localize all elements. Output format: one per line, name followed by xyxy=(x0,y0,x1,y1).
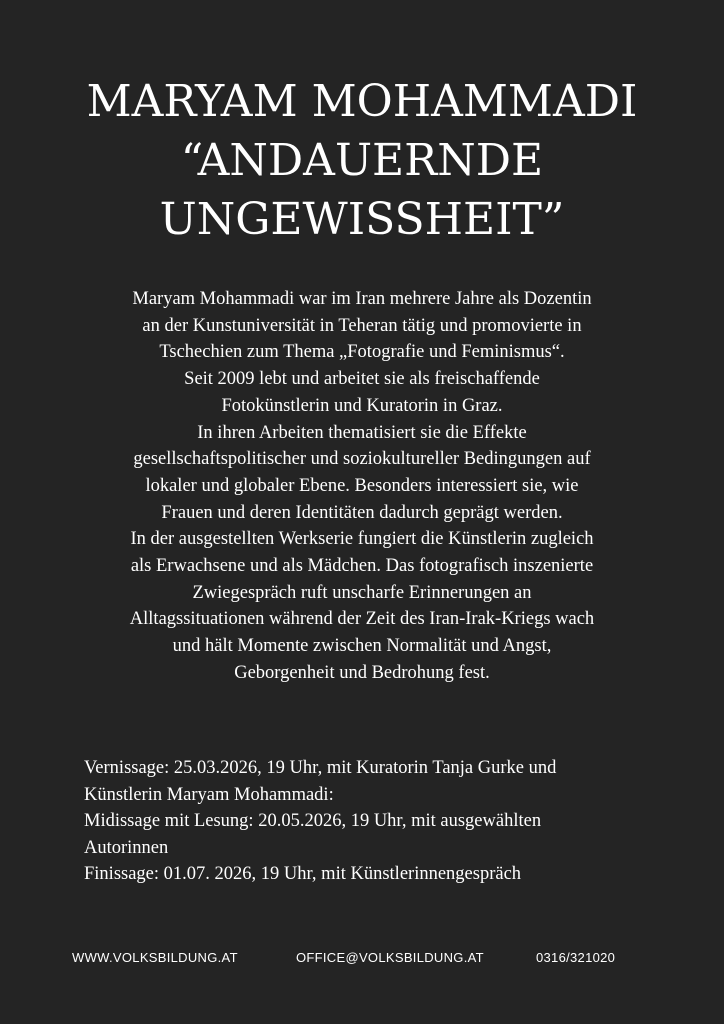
description-line: lokaler und globaler Ebene. Besonders interessiert sie, wie xyxy=(145,475,579,496)
email-link[interactable]: OFFICE@VOLKSBILDUNG.AT xyxy=(296,950,484,965)
description-line: Tschechien zum Thema „Fotografie und Feminismus“. xyxy=(159,342,565,363)
event-dates xyxy=(84,755,684,888)
description-line: In der ausgestellten Werkserie fungiert die Künstlerin zugleich xyxy=(130,529,594,550)
website-link[interactable]: WWW.VOLKSBILDUNG.AT xyxy=(72,950,238,965)
title-line-exhibition-2: UNGEWISSHEIT” xyxy=(159,194,565,245)
description-line: Seit 2009 lebt und arbeitet sie als freischaffende xyxy=(184,369,540,390)
description-line: Maryam Mohammadi war im Iran mehrere Jahre als Dozentin xyxy=(132,289,592,309)
contact-footer xyxy=(0,950,724,970)
description-line: und hält Momente zwischen Normalität und Angst, xyxy=(172,636,552,657)
midissage-line-continued: Autorinnen xyxy=(84,837,169,858)
description-line: In ihren Arbeiten thematisiert sie die Effekte xyxy=(197,422,527,443)
poster-title xyxy=(0,72,724,249)
finissage-line: Finissage: 01.07. 2026, 19 Uhr, mit Künstlerinnengespräch xyxy=(84,864,522,884)
midissage-line: Midissage mit Lesung: 20.05.2026, 19 Uhr, mit ausgewählten xyxy=(84,811,542,831)
description-line: Geborgenheit und Bedrohung fest. xyxy=(234,662,490,683)
description-line: als Erwachsene und als Mädchen. Das fotografisch inszenierte xyxy=(130,556,594,577)
vernissage-line-continued: Künstlerin Maryam Mohammadi: xyxy=(84,784,334,805)
description-line: Fotokünstlerin und Kuratorin in Graz. xyxy=(221,395,503,416)
description-line: gesellschaftspolitischer und soziokultureller Bedingungen auf xyxy=(133,449,591,470)
phone-link[interactable]: 0316/321020 xyxy=(536,950,616,965)
description-line: an der Kunstuniversität in Teheran tätig und promovierte in xyxy=(142,315,582,336)
title-line-exhibition-1: “ANDAUERNDE xyxy=(180,135,544,186)
description-line: Alltagssituationen während der Zeit des Iran-Irak-Kriegs wach xyxy=(129,609,595,630)
artist-description xyxy=(40,286,684,687)
description-line: Frauen und deren Identitäten dadurch geprägt werden. xyxy=(161,502,563,523)
description-line: Zwiegespräch ruft unscharfe Erinnerungen an xyxy=(192,582,532,603)
title-line-artist: MARYAM MOHAMMADI xyxy=(86,76,638,127)
vernissage-line: Vernissage: 25.03.2026, 19 Uhr, mit Kuratorin Tanja Gurke und xyxy=(84,758,557,778)
